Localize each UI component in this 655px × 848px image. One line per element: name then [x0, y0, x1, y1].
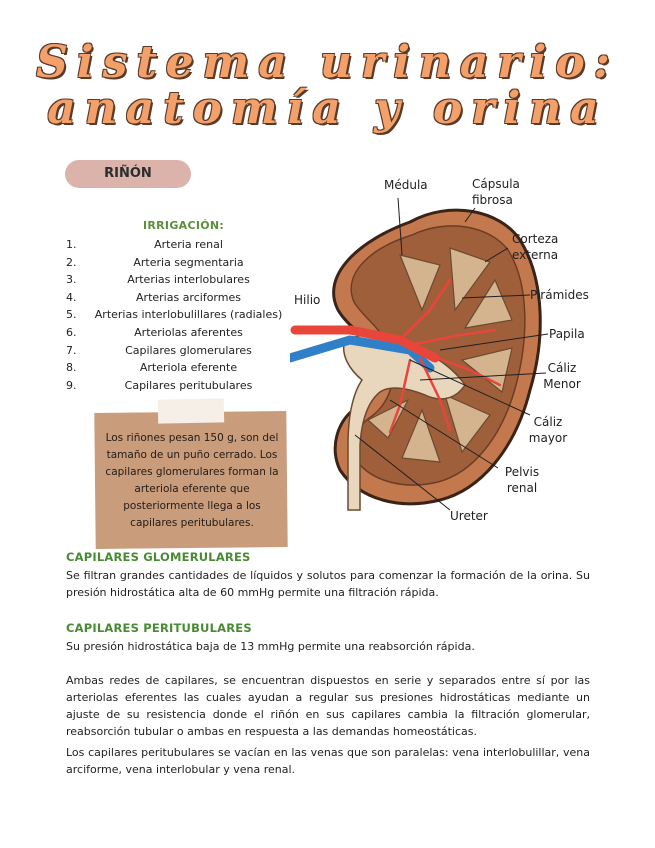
label-piramides: Pirámides: [530, 288, 589, 302]
item-text: Capilares glomerulares: [125, 343, 252, 357]
item-text: Arteria renal: [154, 238, 223, 251]
label-capsula: Cápsula fibrosa: [472, 177, 520, 207]
peritubulares-text: Su presión hidrostática baja de 13 mmHg permite una reabsorción rápida.: [66, 640, 475, 653]
item-text: Arteriolas aferentes: [134, 325, 243, 339]
tape-strip: [158, 398, 224, 423]
list-item: [66, 324, 291, 342]
irrigation-list: [66, 236, 291, 394]
label-hilio: Hilio: [294, 293, 321, 307]
list-item: [66, 377, 291, 395]
list-item: [66, 271, 291, 289]
glomerulares-text: Se filtran grandes cantidades de líquidos y solutos para comenzar la formación de la orina. Su presión hidrostática alta de 60 mmHg permite una filtración rápida.: [66, 569, 590, 599]
item-number: 3.: [66, 273, 77, 287]
item-number: 8.: [66, 361, 77, 375]
item-text: Arterias arciformes: [136, 290, 241, 304]
section-badge: RIÑÓN: [65, 160, 191, 188]
glomerulares-title: CAPILARES GLOMERULARES: [66, 550, 251, 564]
item-number: 4.: [66, 290, 77, 304]
label-corteza: Corteza externa: [512, 232, 559, 262]
paragraph-redes: Ambas redes de capilares, se encuentran dispuestos en serie y separados entre sí por las arteriolas eferentes las cuales ayudan a regular sus presiones hidrostáticas mediante un ajuste de su resistencia donde el riñón en sus capilares cambia la filtración glomerular, reabsorción tubular o ambas en respuesta a las demandas homeostáticas.: [66, 674, 590, 738]
label-medula: Médula: [384, 178, 428, 192]
paragraph-venas: Los capilares peritubulares se vacían en las venas que son paralelas: vena interlobulillar, vena arciforme, vena interlobular y vena renal.: [66, 746, 590, 776]
label-ureter: Ureter: [450, 509, 488, 523]
peritubulares-title: CAPILARES PERITUBULARES: [66, 621, 252, 635]
list-item: [66, 236, 291, 254]
note-text: Los riñones pesan 150 g, son del tamaño de un puño cerrado. Los capilares glomerulares forman la arteriola eferente que posteriormente llega a los capilares peritubulares.: [105, 432, 279, 529]
item-text: Arteria segmentaria: [133, 255, 244, 269]
item-number: 7.: [66, 343, 77, 357]
irrigation-title: IRRIGACIÓN:: [143, 219, 225, 232]
list-item: [66, 306, 291, 324]
label-papila: Papila: [549, 327, 585, 341]
item-number: 9.: [66, 378, 77, 392]
label-caliz-mayor: Cáliz mayor: [528, 415, 568, 445]
item-number: 6.: [66, 325, 77, 339]
page-title-line-1: Sistema urinario:: [36, 37, 619, 88]
item-text: Arteriola eferente: [139, 361, 238, 375]
item-text: Capilares peritubulares: [124, 378, 253, 392]
item-number: 1.: [66, 238, 77, 251]
item-text: Arterias interlobulares: [127, 273, 250, 287]
page-title-line-2: anatomía y orina: [47, 83, 608, 134]
label-pelvis: Pelvis renal: [504, 465, 540, 495]
item-number: 2.: [66, 255, 77, 269]
label-caliz-menor: Cáliz Menor: [543, 361, 581, 391]
item-number: 5.: [66, 308, 77, 322]
list-item: [66, 359, 291, 377]
list-item: [66, 342, 291, 360]
kidney-diagram: [290, 170, 655, 530]
item-text: Arterias interlobulillares (radiales): [94, 308, 283, 322]
list-item: [66, 254, 291, 272]
list-item: [66, 289, 291, 307]
